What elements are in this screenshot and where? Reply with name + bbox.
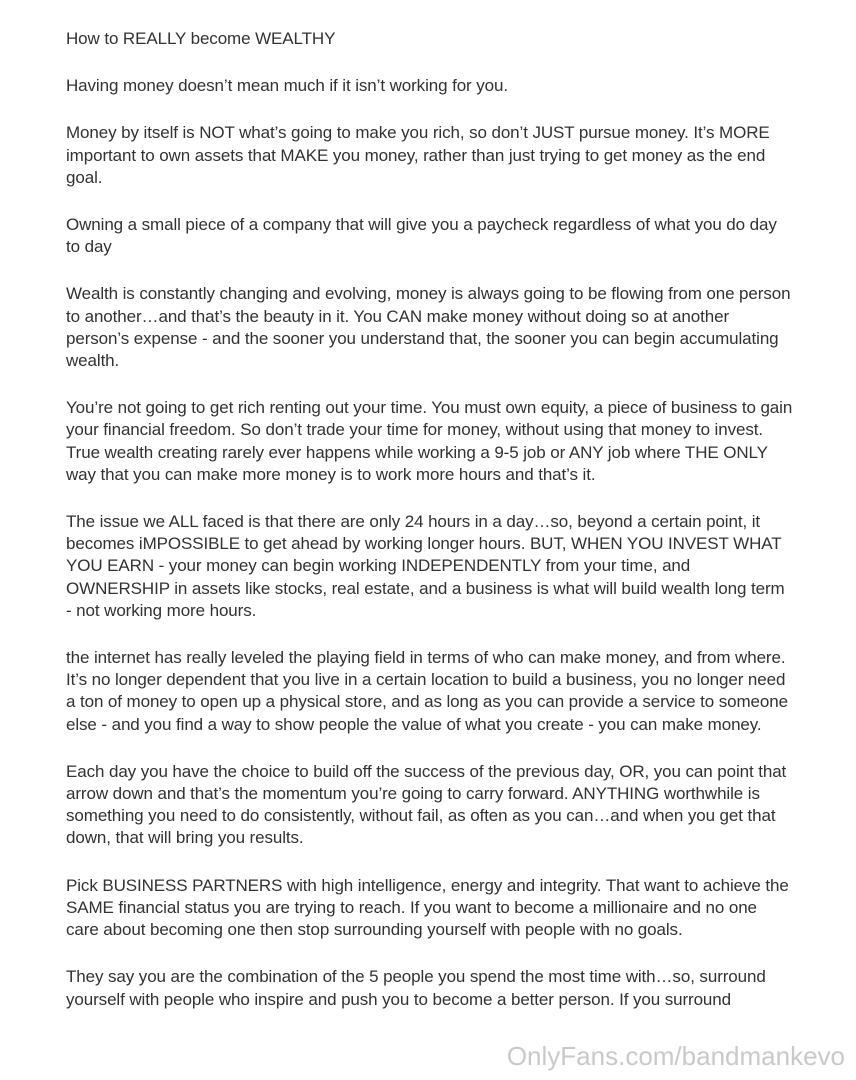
paragraph-6: The issue we ALL faced is that there are only 24 hours in a day…so, beyond a certain point, it becomes iMPOSSIBLE to get ahead by working longer hours. BUT, WHEN YOU INVEST WHAT YOU EARN - your money can begin working INDEPENDENTLY from your time, and OWNERSHIP in assets like stocks, real estate, and a business is what will build wealth long term - not working more hours. [66,512,785,620]
paragraph-1: Having money doesn’t mean much if it isn’t working for you. [66,76,508,96]
document-content [66,28,794,1036]
document-title: How to REALLY become WEALTHY [66,29,336,48]
onlyfans-watermark: OnlyFans.com/bandmankevo [506,1041,845,1071]
paragraph-10: They say you are the combination of the 5 people you spend the most time with…so, surround yourself with people who inspire and push you to become a better person. If you surround [66,967,766,1009]
paragraph-9: Pick BUSINESS PARTNERS with high intelligence, energy and integrity. That want to achieve the SAME financial status you are trying to reach. If you want to become a millionaire and no one care about becoming one then stop surrounding yourself with people with no goals. [66,875,789,940]
paragraph-4: Wealth is constantly changing and evolving, money is always going to be flowing from one person to another…and that’s the beauty in it. You CAN make money without doing so at another person’s expense - and the sooner you understand that, the sooner you can begin accumulating wealth. [66,284,791,371]
paragraph-8: Each day you have the choice to build off the success of the previous day, OR, you can point that arrow down and that’s the momentum you’re going to carry forward. ANYTHING worthwhile is something you need to do consistently, without fail, as often as you can…and when you get that down, that will bring you results. [66,761,787,848]
paragraph-5: You’re not going to get rich renting out your time. You must own equity, a piece of business to gain your financial freedom. So don’t trade your time for money, without using that money to invest. True wealth creating rarely ever happens while working a 9-5 job or ANY job where THE ONLY way that you can make more money is to work more hours and that’s it. [66,398,793,484]
paragraph-7: the internet has really leveled the playing field in terms of who can make money, and from where. It’s no longer dependent that you live in a certain location to build a business, you no longer need a ton of money to open up a physical store, and as long as you can provide a service to someone else - and you find a way to show people the value of what you create - you can make money. [66,648,788,734]
paragraph-2: Money by itself is NOT what’s going to make you rich, so don’t JUST pursue money. It’s MORE important to own assets that MAKE you money, rather than just trying to get money as the end goal. [66,123,770,187]
paragraph-3: Owning a small piece of a company that will give you a paycheck regardless of what you do day to day [66,215,777,257]
